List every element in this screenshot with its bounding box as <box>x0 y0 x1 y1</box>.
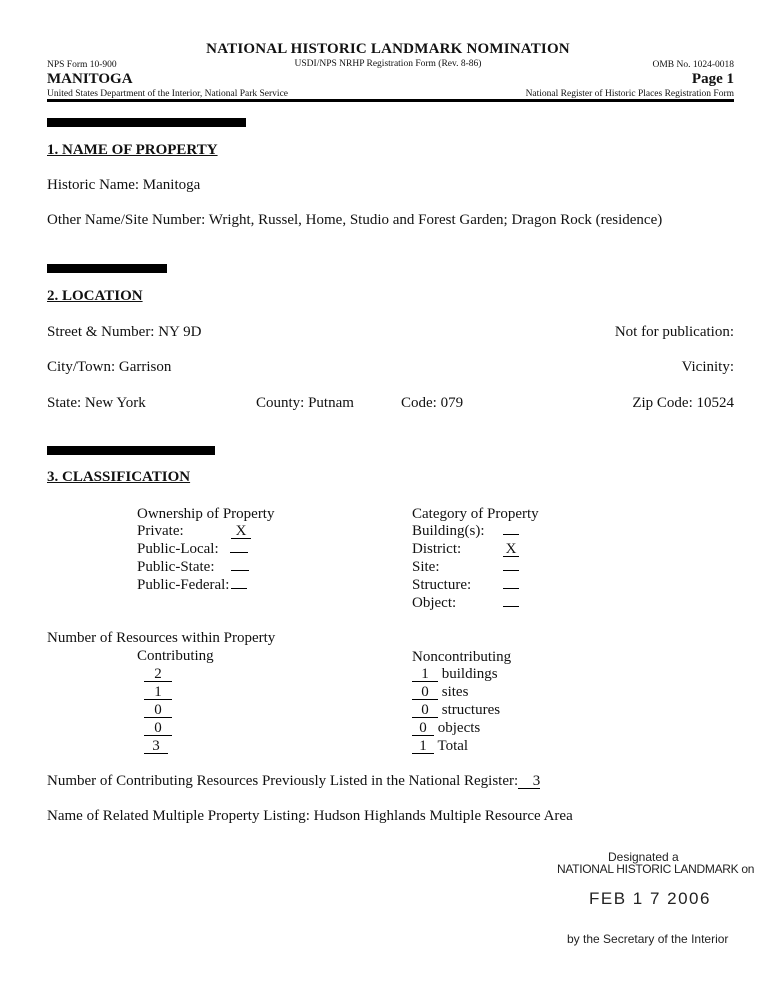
noncontributing-title: Noncontributing <box>412 649 512 665</box>
contributing-structures: 0 <box>144 702 172 719</box>
ownership-private-label: Private: <box>137 523 184 539</box>
ownership-public-state-mark <box>231 559 249 576</box>
category-district-label: District: <box>412 541 462 557</box>
category-structure-mark <box>503 577 519 594</box>
form-title: NATIONAL HISTORIC LANDMARK NOMINATION <box>206 41 570 57</box>
section-3-bar <box>47 446 215 455</box>
form-number: NPS Form 10-900 <box>47 60 117 70</box>
section-2-heading: 2. LOCATION <box>47 288 143 304</box>
registration-form-rev: USDI/NPS NRHP Registration Form (Rev. 8-86) <box>294 59 482 69</box>
noncontributing-structures: 0 structures <box>412 702 500 719</box>
vicinity: Vicinity: <box>681 359 734 375</box>
related-property-listing: Name of Related Multiple Property Listing: Hudson Highlands Multiple Resource Area <box>47 808 573 824</box>
county: County: Putnam <box>256 395 354 411</box>
noncontributing-objects: 0 objects <box>412 720 480 737</box>
not-for-publication: Not for publication: <box>614 324 734 340</box>
historic-name: Historic Name: Manitoga <box>47 177 201 193</box>
category-structure-label: Structure: <box>412 577 472 593</box>
page-number: Page 1 <box>691 71 734 87</box>
contributing-total: 3 <box>144 738 168 755</box>
ownership-title: Ownership of Property <box>137 506 275 522</box>
category-object-mark <box>503 595 519 612</box>
ownership-public-state-label: Public-State: <box>137 559 215 575</box>
section-2-bar <box>47 264 167 273</box>
state: State: New York <box>47 395 146 411</box>
previously-listed: Number of Contributing Resources Previously Listed in the National Register: 3 <box>47 773 541 789</box>
street-number: Street & Number: NY 9D <box>47 324 202 340</box>
stamp-designated: Designated a <box>608 850 679 864</box>
other-name: Other Name/Site Number: Wright, Russel, Home, Studio and Forest Garden; Dragon Rock (residence) <box>47 212 663 228</box>
category-site-mark <box>503 559 519 576</box>
ownership-public-federal-label: Public-Federal: <box>137 577 230 593</box>
noncontributing-sites: 0 sites <box>412 684 468 701</box>
property-name-header: MANITOGA <box>47 71 133 87</box>
zip-code: Zip Code: 10524 <box>632 395 734 411</box>
resources-title: Number of Resources within Property <box>47 630 276 646</box>
section-1-bar <box>47 118 246 127</box>
header-rule <box>47 99 734 102</box>
contributing-title: Contributing <box>137 648 214 664</box>
category-district-mark: X <box>503 541 519 558</box>
ownership-public-federal-mark <box>231 577 247 594</box>
category-object-label: Object: <box>412 595 457 611</box>
category-building-label: Building(s): <box>412 523 485 539</box>
ownership-public-local-label: Public-Local: <box>137 541 219 557</box>
code: Code: 079 <box>401 395 464 411</box>
contributing-buildings: 2 <box>144 666 172 683</box>
omb-number: OMB No. 1024-0018 <box>652 60 734 70</box>
section-1-heading: 1. NAME OF PROPERTY <box>47 142 218 158</box>
category-building-mark <box>503 523 519 540</box>
department-line: United States Department of the Interior, National Park Service <box>47 89 289 99</box>
ownership-public-local-mark <box>230 541 248 558</box>
noncontributing-total: 1 Total <box>412 738 468 755</box>
stamp-nhl: NATIONAL HISTORIC LANDMARK on <box>557 862 755 876</box>
stamp-secretary: by the Secretary of the Interior <box>567 932 729 946</box>
contributing-sites: 1 <box>144 684 172 701</box>
category-site-label: Site: <box>412 559 440 575</box>
noncontributing-buildings: 1 buildings <box>412 666 498 683</box>
category-title: Category of Property <box>412 506 539 522</box>
section-3-heading: 3. CLASSIFICATION <box>47 469 191 485</box>
city-town: City/Town: Garrison <box>47 359 172 375</box>
contributing-objects: 0 <box>144 720 172 737</box>
stamp-date: FEB 1 7 2006 <box>589 889 711 908</box>
ownership-private-mark: X <box>231 523 251 540</box>
register-form-line: National Register of Historic Places Registration Form <box>525 89 734 99</box>
